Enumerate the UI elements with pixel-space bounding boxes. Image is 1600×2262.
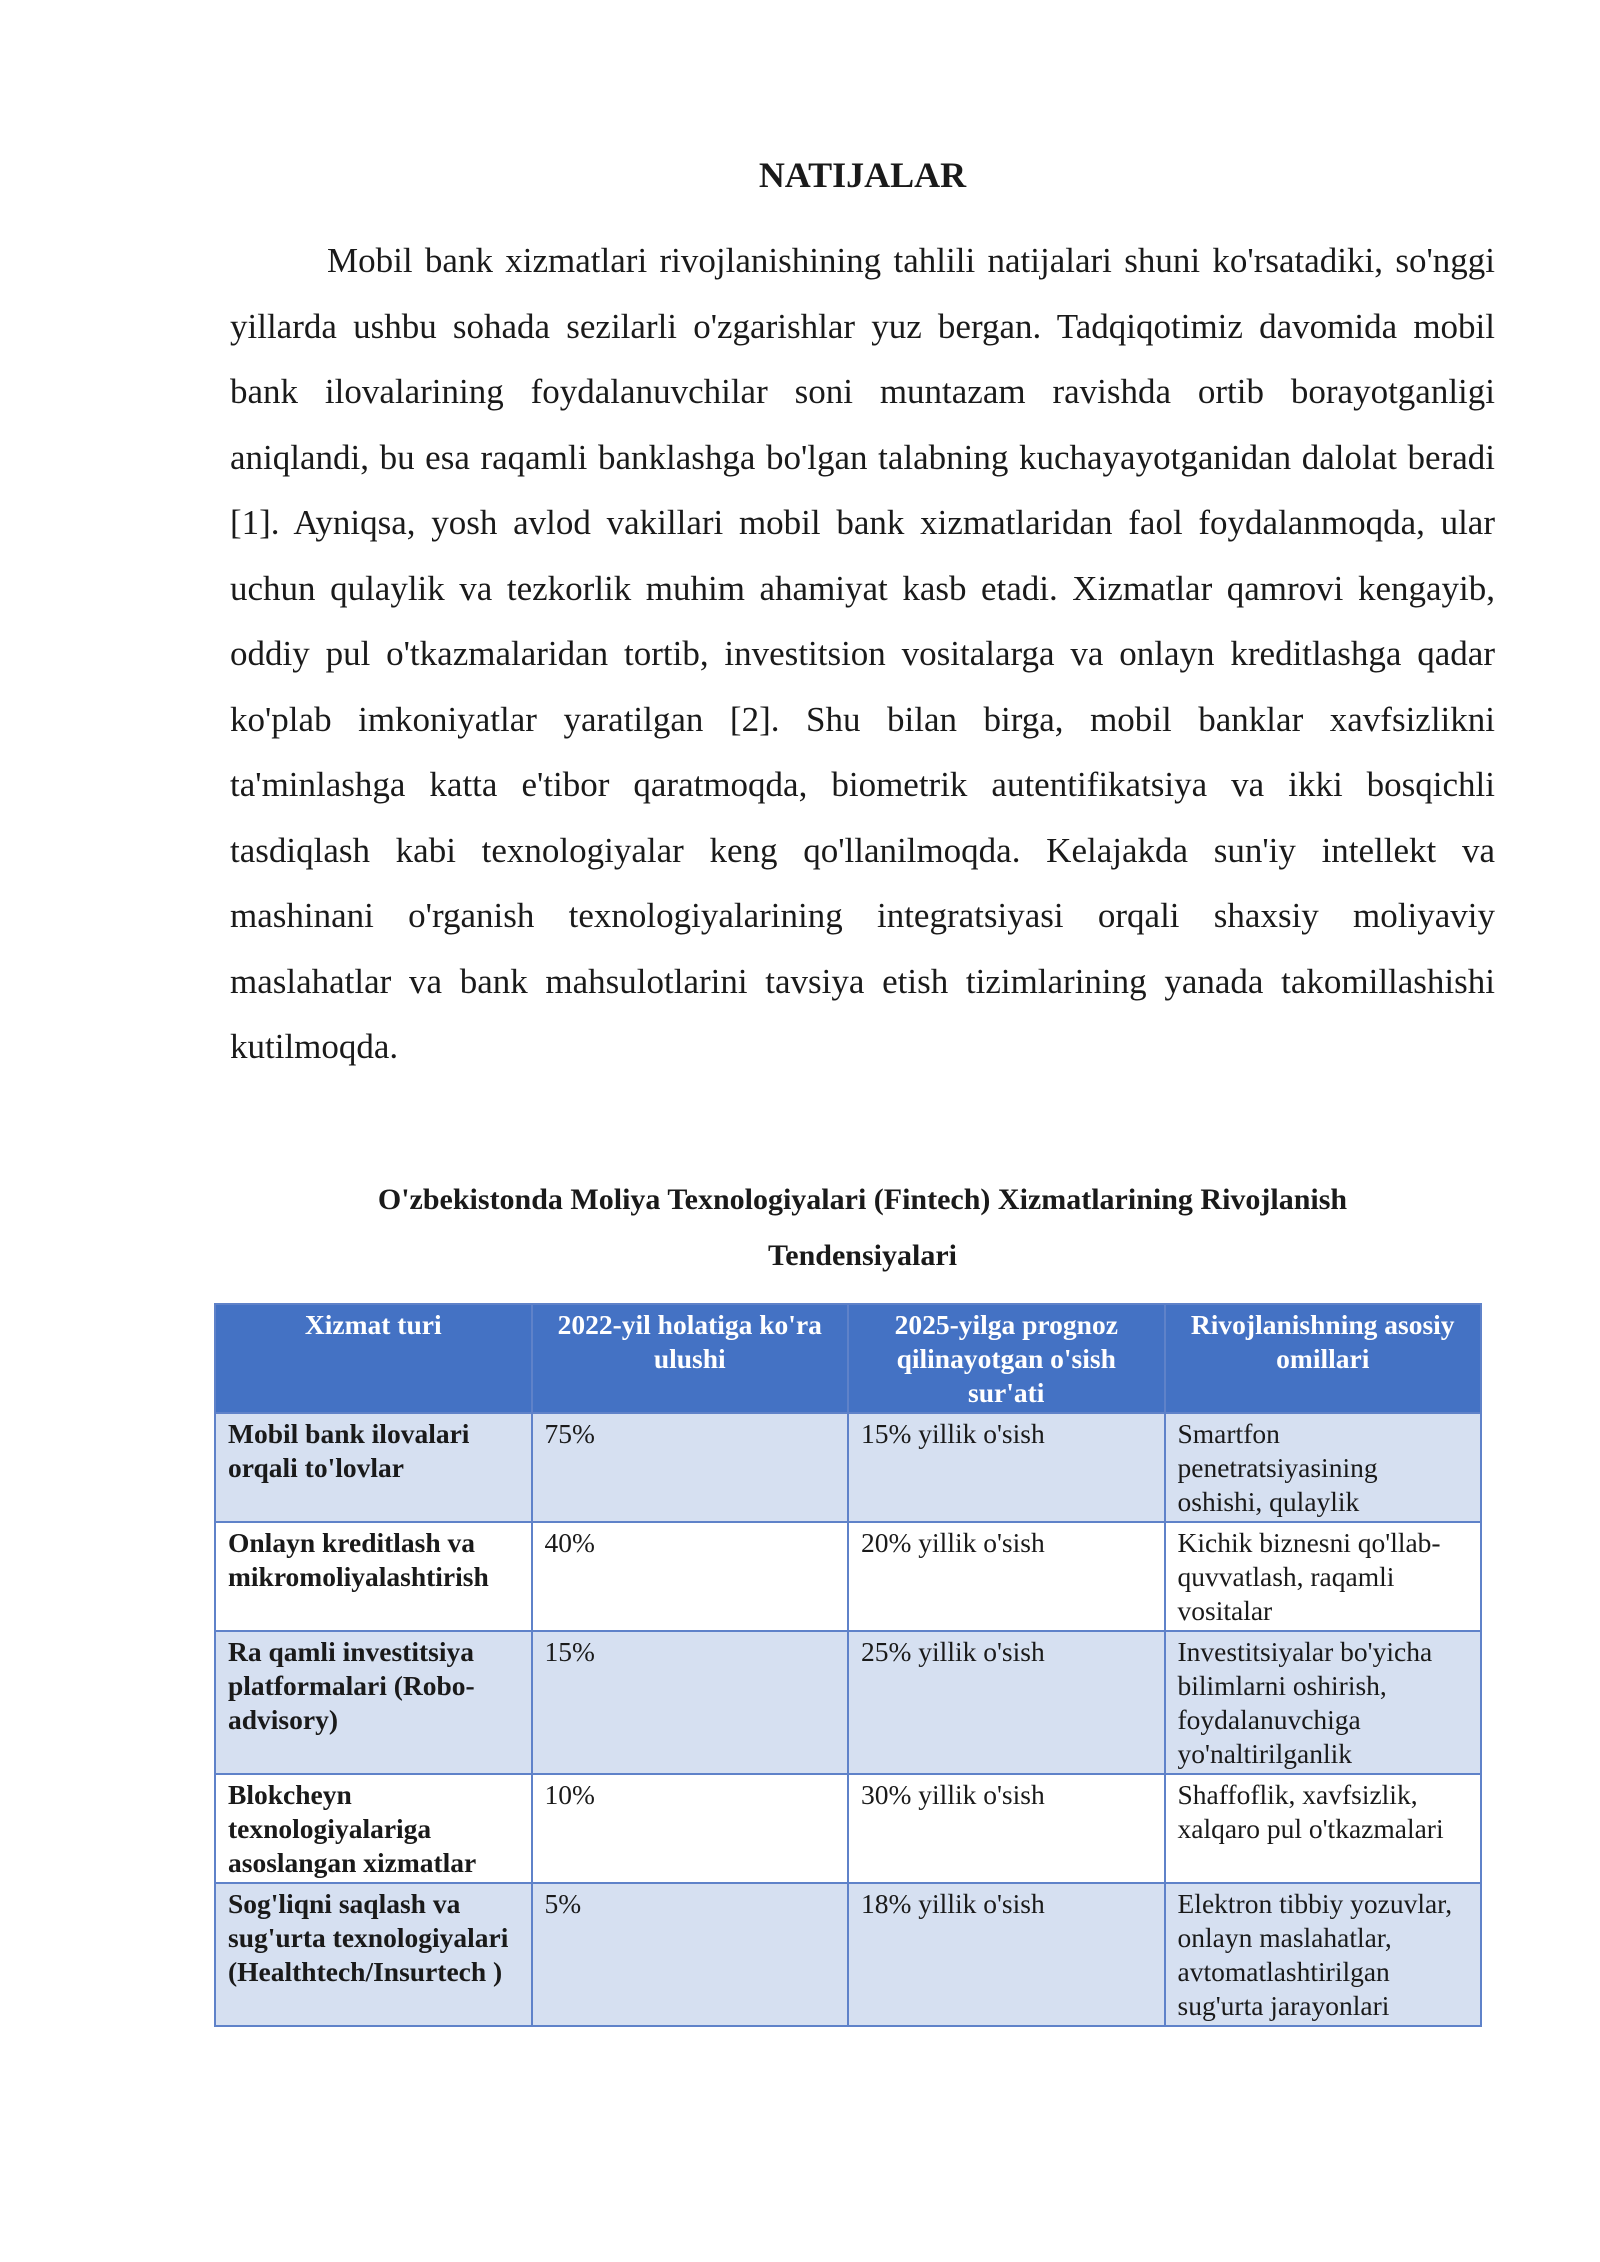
cell-share-2022: 10% (532, 1774, 849, 1883)
header-key-drivers: Rivojlanishning asosiy omillari (1165, 1304, 1482, 1413)
table-row (215, 1631, 1481, 1774)
section-heading: NATIJALAR (758, 155, 967, 195)
cell-service-type: Blokcheyn texnologiyalariga asoslangan xizmatlar (215, 1774, 532, 1883)
cell-growth-forecast: 30% yillik o'sish (848, 1774, 1165, 1883)
cell-key-drivers: Shaffoflik, xavfsizlik, xalqaro pul o'tkazmalari (1165, 1774, 1482, 1883)
cell-share-2022: 5% (532, 1883, 849, 2026)
cell-share-2022: 75% (532, 1413, 849, 1522)
table-row (215, 1522, 1481, 1631)
cell-service-type: Sog'liqni saqlash va sug'urta texnologiyalari (Healthtech/Insurtech ) (215, 1883, 532, 2026)
results-paragraph: Mobil bank xizmatlari rivojlanishining tahlili natijalari shuni ko'rsatadiki, so'nggi yillarda ushbu sohada sezilarli o'zgarishlar yuz bergan. Tadqiqotimiz davomida mobil bank ilovalarining foydalanuvchilar soni muntazam ravishda ortib borayotganligi aniqlandi, bu esa raqamli banklashga bo'lgan talabning kuchayayotganidan dalolat beradi [1]. Ayniqsa, yosh avlod vakillari mobil bank xizmatlaridan faol foydalanmoqda, ular uchun qulaylik va tezkorlik muhim ahamiyat kasb etadi. Xizmatlar qamrovi kengayib, oddiy pul o'tkazmalaridan tortib, investitsion vositalarga va onlayn kreditlashga qadar ko'plab imkoniyatlar yaratilgan [2]. Shu bilan birga, mobil banklar xavfsizlikni ta'minlashga katta e'tibor qaratmoqda, biometrik autentifikatsiya va ikki bosqichli tasdiqlash kabi texnologiyalar keng qo'llanilmoqda. Kelajakda sun'iy intellekt va mashinani o'rganish texnologiyalarining integratsiyasi orqali shaxsiy moliyaviy maslahatlar va bank mahsulotlarini tavsiya etish tizimlarining yanada takomillashishi kutilmoqda. (230, 241, 1495, 1066)
cell-key-drivers: Elektron tibbiy yozuvlar, onlayn maslahatlar, avtomatlashtirilgan sug'urta jarayonlari (1165, 1883, 1482, 2026)
table-row (215, 1413, 1481, 1522)
header-service-type: Xizmat turi (215, 1304, 532, 1413)
cell-share-2022: 15% (532, 1631, 849, 1774)
table-row (215, 1774, 1481, 1883)
cell-growth-forecast: 25% yillik o'sish (848, 1631, 1165, 1774)
cell-key-drivers: Kichik biznesni qo'llab-quvvatlash, raqamli vositalar (1165, 1522, 1482, 1631)
table-header-row (215, 1304, 1481, 1413)
cell-growth-forecast: 15% yillik o'sish (848, 1413, 1165, 1522)
header-growth-forecast-2025: 2025-yilga prognoz qilinayotgan o'sish sur'ati (848, 1304, 1165, 1413)
table-row (215, 1883, 1481, 2026)
cell-growth-forecast: 20% yillik o'sish (848, 1522, 1165, 1631)
fintech-trends-table (214, 1303, 1482, 2027)
table-caption (230, 1172, 1495, 1284)
table-caption-line-1: O'zbekistonda Moliya Texnologiyalari (Fintech) Xizmatlarining Rivojlanish (377, 1183, 1348, 1216)
table-caption-line-2: Tendensiyalari (768, 1239, 957, 1272)
cell-key-drivers: Smartfon penetratsiyasining oshishi, qulaylik (1165, 1413, 1482, 1522)
cell-service-type: Ra qamli investitsiya platformalari (Robo-advisory) (215, 1631, 532, 1774)
cell-service-type: Mobil bank ilovalari orqali to'lovlar (215, 1413, 532, 1522)
cell-key-drivers: Investitsiyalar bo'yicha bilimlarni oshirish, foydalanuvchiga yo'naltirilganlik (1165, 1631, 1482, 1774)
cell-share-2022: 40% (532, 1522, 849, 1631)
cell-growth-forecast: 18% yillik o'sish (848, 1883, 1165, 2026)
cell-service-type: Onlayn kreditlash va mikromoliyalashtirish (215, 1522, 532, 1631)
header-share-2022: 2022-yil holatiga ko'ra ulushi (532, 1304, 849, 1413)
